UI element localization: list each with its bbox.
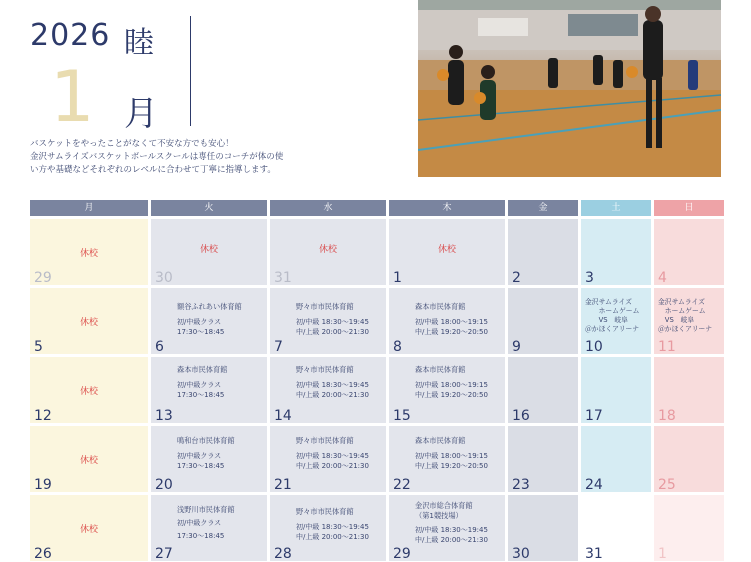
class-info — [296, 365, 369, 400]
day-number: 22 — [393, 477, 411, 493]
calendar-grid — [30, 200, 724, 561]
day-number: 7 — [274, 339, 283, 355]
day-cell — [30, 288, 148, 354]
day-number: 18 — [658, 408, 676, 424]
class-time: 17:30〜18:45 — [177, 532, 225, 540]
day-cell — [389, 288, 505, 354]
closed-label: 休校 — [318, 245, 337, 255]
day-cell — [151, 219, 267, 285]
day-cell — [654, 288, 724, 354]
weekday-header-sat: 土 — [581, 200, 651, 216]
class-schedule: 中/上級 20:00〜21:30 — [296, 391, 369, 399]
day-number: 1 — [393, 270, 402, 286]
class-info — [177, 436, 235, 471]
event-line: ホームゲーム — [658, 307, 706, 315]
class-info — [415, 436, 488, 471]
basketball-class-photo — [418, 0, 721, 177]
day-cell — [30, 357, 148, 423]
game-event — [658, 298, 712, 334]
class-level: 初/中級クラス — [177, 318, 222, 326]
day-cell — [581, 357, 651, 423]
day-number: 29 — [34, 270, 52, 286]
day-number: 24 — [585, 477, 603, 493]
venue-name: 森本市民体育館 — [415, 365, 466, 374]
weekday-header-wed: 水 — [270, 200, 386, 216]
weekday-header-fri: 金 — [508, 200, 578, 216]
class-schedule: 初/中級 18:00〜19:15 — [415, 381, 488, 389]
day-cell — [270, 495, 386, 561]
day-cell — [508, 288, 578, 354]
day-number: 13 — [155, 408, 173, 424]
weekday-header-mon: 月 — [30, 200, 148, 216]
venue-name: 額谷ふれあい体育館 — [177, 302, 242, 311]
day-cell — [30, 426, 148, 492]
day-number: 28 — [274, 546, 292, 562]
class-schedule: 中/上級 19:20〜20:50 — [415, 462, 488, 470]
photo-illustration — [418, 0, 721, 177]
month-character: 月 — [124, 94, 158, 134]
day-cell — [151, 495, 267, 561]
month-name: 睦 — [124, 26, 155, 61]
day-number: 5 — [34, 339, 43, 355]
day-number: 30 — [512, 546, 530, 562]
class-schedule: 中/上級 20:00〜21:30 — [296, 328, 369, 336]
class-schedule: 中/上級 20:00〜21:30 — [296, 462, 369, 470]
day-cell — [508, 219, 578, 285]
class-schedule: 初/中級 18:00〜19:15 — [415, 452, 488, 460]
day-number: 19 — [34, 477, 52, 493]
class-schedule: 中/上級 19:20〜20:50 — [415, 328, 488, 336]
day-cell — [270, 219, 386, 285]
event-line: 金沢サムライズ — [658, 298, 705, 306]
weekday-header-thu: 木 — [389, 200, 505, 216]
school-description — [30, 138, 410, 177]
class-schedule: 初/中級 18:30〜19:45 — [296, 452, 369, 460]
day-cell — [508, 426, 578, 492]
day-number: 15 — [393, 408, 411, 424]
day-number: 31 — [585, 546, 603, 562]
day-cell — [581, 495, 651, 561]
day-cell — [270, 357, 386, 423]
class-time: 17:30〜18:45 — [177, 391, 225, 399]
venue-name: 野々市市民体育館 — [296, 436, 354, 445]
day-number: 21 — [274, 477, 292, 493]
description-line: バスケットをやったことがなくて不安な方でも安心！ — [30, 139, 234, 149]
closed-label: 休校 — [79, 387, 98, 397]
day-number: 9 — [512, 339, 521, 355]
day-cell — [30, 219, 148, 285]
day-cell — [389, 495, 505, 561]
event-line: ホームゲーム — [585, 307, 640, 315]
day-number: 2 — [512, 270, 521, 286]
class-schedule: 中/上級 20:00〜21:30 — [415, 536, 488, 544]
day-cell — [151, 357, 267, 423]
venue-name: 金沢市総合体育館 — [415, 501, 473, 510]
venue-name: 浅野川市民体育館 — [177, 505, 235, 514]
class-info — [296, 302, 369, 337]
day-cell — [581, 219, 651, 285]
day-cell — [654, 426, 724, 492]
class-schedule: 中/上級 19:20〜20:50 — [415, 391, 488, 399]
event-line: VS 岐阜 — [658, 316, 695, 324]
day-number: 23 — [512, 477, 530, 493]
day-cell — [389, 357, 505, 423]
event-line: VS 岐阜 — [585, 316, 628, 324]
day-number: 27 — [155, 546, 173, 562]
day-cell — [581, 426, 651, 492]
closed-label: 休校 — [79, 456, 98, 466]
day-cell — [654, 219, 724, 285]
venue-name: 森本市民体育館 — [415, 436, 466, 445]
class-info — [415, 501, 488, 545]
class-info — [177, 302, 242, 337]
month-number: 1 — [50, 56, 95, 138]
venue-name: 野々市市民体育館 — [296, 507, 354, 516]
day-cell — [581, 288, 651, 354]
day-cell — [151, 288, 267, 354]
day-cell — [270, 288, 386, 354]
day-cell — [270, 426, 386, 492]
class-schedule: 初/中級 18:30〜19:45 — [296, 523, 369, 531]
description-line: い方や基礎などそれぞれのレベルに合わせて丁寧に指導します。 — [30, 165, 276, 175]
class-level: 初/中級クラス — [177, 381, 222, 389]
day-number: 31 — [274, 270, 292, 286]
day-number: 20 — [155, 477, 173, 493]
day-number: 26 — [34, 546, 52, 562]
day-cell — [389, 219, 505, 285]
day-number: 16 — [512, 408, 530, 424]
event-line: 金沢サムライズ — [585, 298, 632, 306]
calendar-year: 2026 — [30, 18, 111, 53]
venue-name: 鳴和台市民体育館 — [177, 436, 235, 445]
day-number: 17 — [585, 408, 603, 424]
weekday-header-sun: 日 — [654, 200, 724, 216]
closed-label: 休校 — [79, 525, 98, 535]
day-number: 25 — [658, 477, 676, 493]
day-cell — [30, 495, 148, 561]
class-schedule: 初/中級 18:30〜19:45 — [296, 318, 369, 326]
day-number: 8 — [393, 339, 402, 355]
day-cell — [508, 357, 578, 423]
venue-subname: （第1競技場） — [415, 511, 463, 520]
day-cell — [654, 495, 724, 561]
event-line: ＠かほくアリーナ — [585, 325, 640, 333]
class-info — [296, 507, 369, 542]
class-schedule: 初/中級 18:30〜19:45 — [296, 381, 369, 389]
day-number: 4 — [658, 270, 667, 286]
closed-label: 休校 — [79, 249, 98, 259]
class-time: 17:30〜18:45 — [177, 462, 225, 470]
class-level: 初/中級クラス — [177, 519, 222, 527]
class-info — [415, 365, 488, 400]
class-schedule: 中/上級 20:00〜21:30 — [296, 533, 369, 541]
description-line: 金沢サムライズバスケットボールスクールは専任のコーチが体の使 — [30, 152, 284, 162]
weekday-header-tue: 火 — [151, 200, 267, 216]
class-info — [296, 436, 369, 471]
day-cell — [151, 426, 267, 492]
class-info — [177, 505, 235, 541]
day-cell — [654, 357, 724, 423]
day-number: 1 — [658, 546, 667, 562]
class-schedule: 初/中級 18:00〜19:15 — [415, 318, 488, 326]
day-number: 14 — [274, 408, 292, 424]
game-event — [585, 298, 639, 334]
venue-name: 森本市民体育館 — [177, 365, 228, 374]
header-divider — [190, 16, 191, 126]
class-schedule: 初/中級 18:30〜19:45 — [415, 526, 488, 534]
event-line: ＠かほくアリーナ — [658, 325, 713, 333]
venue-name: 野々市市民体育館 — [296, 365, 354, 374]
day-number: 12 — [34, 408, 52, 424]
day-number: 11 — [658, 339, 676, 355]
class-level: 初/中級クラス — [177, 452, 222, 460]
class-time: 17:30〜18:45 — [177, 328, 225, 336]
day-number: 30 — [155, 270, 173, 286]
venue-name: 野々市市民体育館 — [296, 302, 354, 311]
day-number: 10 — [585, 339, 603, 355]
venue-name: 森本市民体育館 — [415, 302, 466, 311]
closed-label: 休校 — [79, 318, 98, 328]
day-cell — [508, 495, 578, 561]
class-info — [177, 365, 227, 400]
day-number: 3 — [585, 270, 594, 286]
day-number: 29 — [393, 546, 411, 562]
day-number: 6 — [155, 339, 164, 355]
class-info — [415, 302, 488, 337]
closed-label: 休校 — [437, 245, 456, 255]
day-cell — [389, 426, 505, 492]
closed-label: 休校 — [199, 245, 218, 255]
